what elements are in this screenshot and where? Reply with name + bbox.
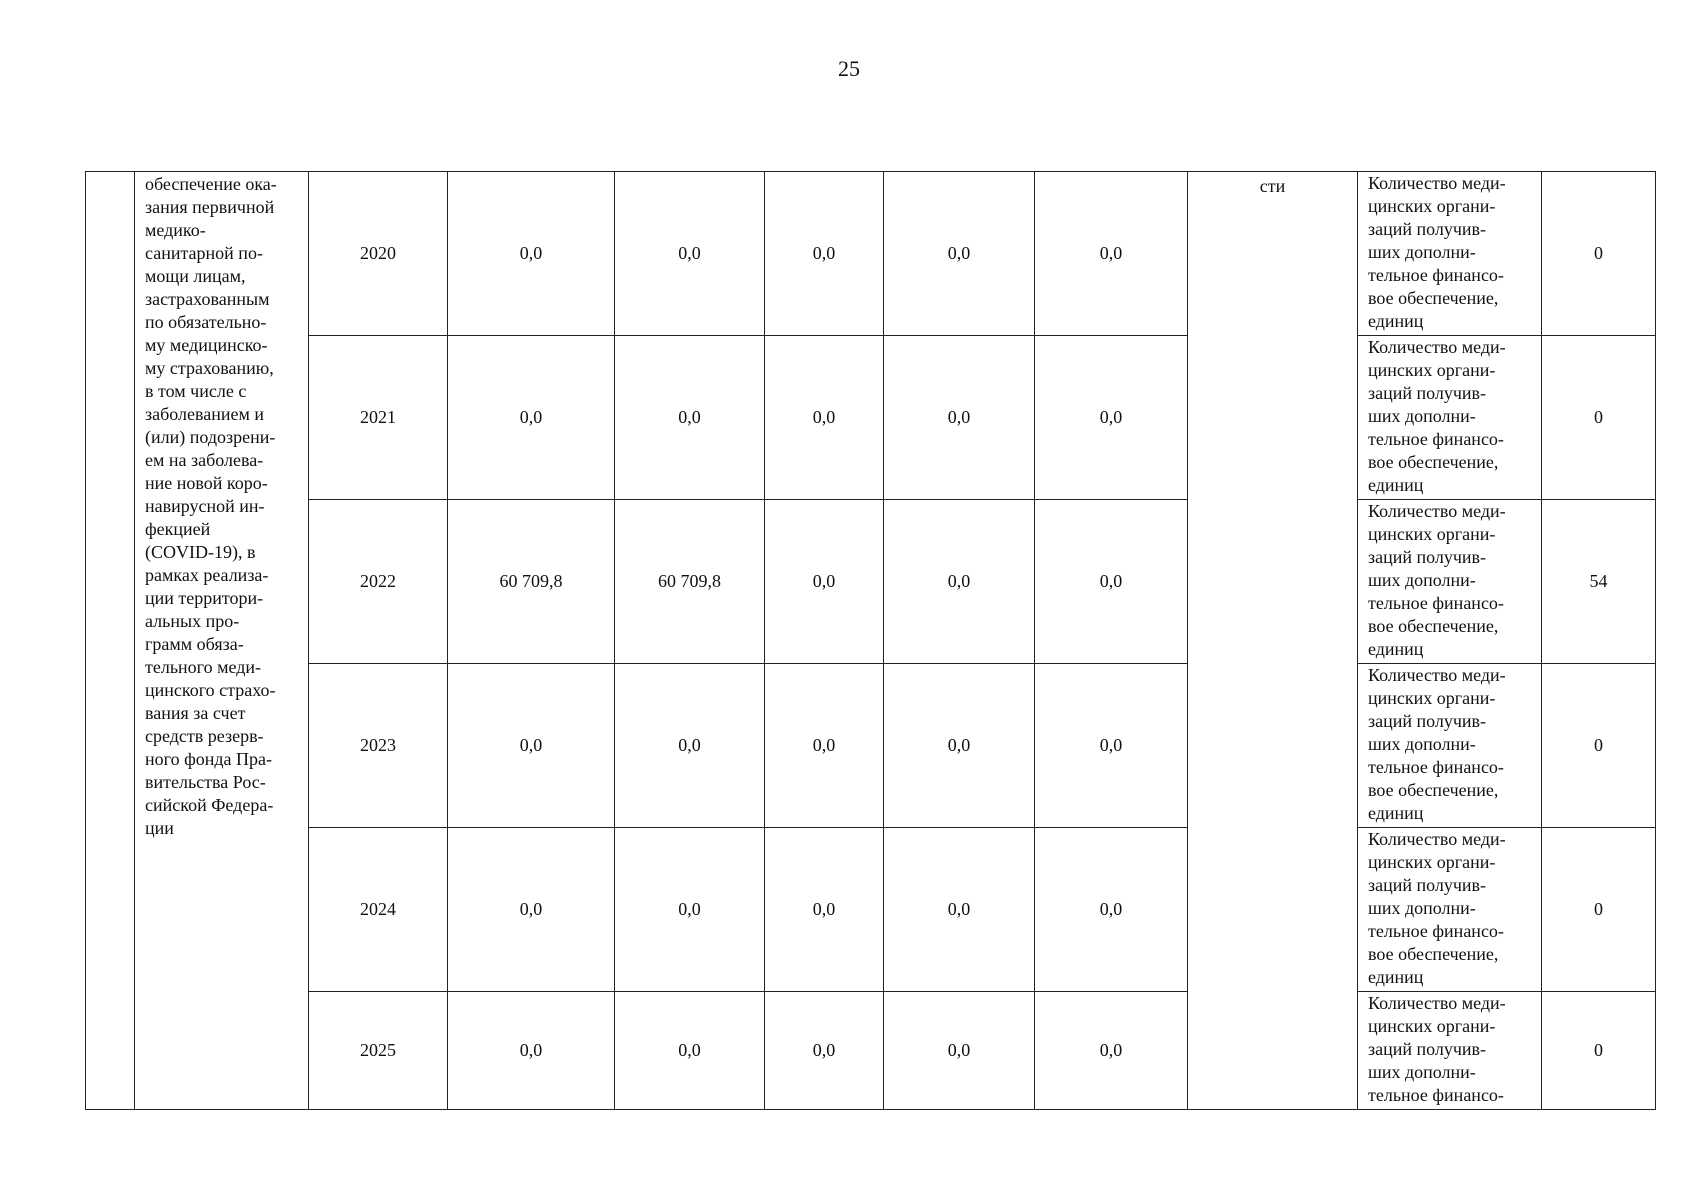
amount-cell: 0,0 xyxy=(765,500,884,664)
executor-cell xyxy=(1188,172,1358,1110)
amount-cell: 0,0 xyxy=(1035,172,1188,336)
indicator-cell xyxy=(1358,336,1542,500)
indicator-text: Количество меди- цинских органи- заций получив- ших дополни- тельное финансо- вое обеспечение, единиц xyxy=(1368,829,1506,987)
amount-cell: 0,0 xyxy=(884,992,1035,1110)
amount-cell: 0,0 xyxy=(1035,992,1188,1110)
year-cell: 2024 xyxy=(309,828,448,992)
amount-cell: 0,0 xyxy=(884,828,1035,992)
year-cell: 2025 xyxy=(309,992,448,1110)
table-row xyxy=(86,828,1656,992)
indicator-value-cell: 0 xyxy=(1542,828,1656,992)
year-cell: 2023 xyxy=(309,664,448,828)
indicator-value-cell: 0 xyxy=(1542,992,1656,1110)
amount-cell: 0,0 xyxy=(1035,664,1188,828)
indicator-cell xyxy=(1358,500,1542,664)
total-cell: 0,0 xyxy=(448,992,615,1110)
indicator-value-cell: 0 xyxy=(1542,172,1656,336)
year-cell: 2021 xyxy=(309,336,448,500)
amount-cell: 0,0 xyxy=(884,664,1035,828)
amount-cell: 0,0 xyxy=(615,336,765,500)
indicator-text: Количество меди- цинских органи- заций получив- ших дополни- тельное финансо- вое обеспечение, единиц xyxy=(1368,173,1506,331)
executor-text: сти xyxy=(1259,176,1286,196)
table-row xyxy=(86,992,1656,1110)
amount-cell: 0,0 xyxy=(765,828,884,992)
event-description: обеспечение ока- зания первичной медико- санитарной по- мощи лицам, застрахованным по обязательно- му медицинско- му страхованию, в том числе с заболеванием и (или) подозрени- ем на заболева- ние новой коро- навирусной ин- фекцией (COVID-19), в рамках реализа- ции территори- альных про- грамм обяза- тельного меди- цинского страхо- вания за счет средств резерв- ного фонда Пра- вительства Рос- сийской Федера- ции xyxy=(145,174,277,838)
amount-cell: 0,0 xyxy=(765,172,884,336)
table-row xyxy=(86,500,1656,664)
indicator-value-cell: 0 xyxy=(1542,664,1656,828)
indicator-text: Количество меди- цинских органи- заций получив- ших дополни- тельное финансо- вое обеспечение, единиц xyxy=(1368,337,1506,495)
amount-cell: 0,0 xyxy=(765,992,884,1110)
indicator-cell xyxy=(1358,992,1542,1110)
total-cell: 0,0 xyxy=(448,828,615,992)
table-row xyxy=(86,336,1656,500)
indicator-text: Количество меди- цинских органи- заций получив- ших дополни- тельное финансо- вое обеспечение, единиц xyxy=(1368,665,1506,823)
indicator-value-cell: 54 xyxy=(1542,500,1656,664)
amount-cell: 0,0 xyxy=(615,664,765,828)
amount-cell: 60 709,8 xyxy=(615,500,765,664)
indicator-cell xyxy=(1358,828,1542,992)
amount-cell: 0,0 xyxy=(1035,500,1188,664)
year-cell: 2022 xyxy=(309,500,448,664)
amount-cell: 0,0 xyxy=(884,336,1035,500)
amount-cell: 0,0 xyxy=(884,500,1035,664)
total-cell: 0,0 xyxy=(448,336,615,500)
indicator-value-cell: 0 xyxy=(1542,336,1656,500)
amount-cell: 0,0 xyxy=(884,172,1035,336)
total-cell: 0,0 xyxy=(448,172,615,336)
amount-cell: 0,0 xyxy=(1035,336,1188,500)
total-cell: 60 709,8 xyxy=(448,500,615,664)
page-number: 25 xyxy=(838,56,860,81)
indicator-cell xyxy=(1358,664,1542,828)
amount-cell: 0,0 xyxy=(615,172,765,336)
indicator-text: Количество меди- цинских органи- заций получив- ших дополни- тельное финансо- вое обеспечение, единиц xyxy=(1368,501,1506,659)
amount-cell: 0,0 xyxy=(765,664,884,828)
table-row xyxy=(86,172,1656,336)
amount-cell: 0,0 xyxy=(1035,828,1188,992)
year-cell: 2020 xyxy=(309,172,448,336)
table-row xyxy=(86,664,1656,828)
amount-cell: 0,0 xyxy=(765,336,884,500)
amount-cell: 0,0 xyxy=(615,828,765,992)
indicator-cell xyxy=(1358,172,1542,336)
event-description-cell xyxy=(135,172,309,1110)
budget-table xyxy=(85,171,1656,1110)
number-cell xyxy=(86,172,135,1110)
amount-cell: 0,0 xyxy=(615,992,765,1110)
total-cell: 0,0 xyxy=(448,664,615,828)
indicator-text: Количество меди- цинских органи- заций получив- ших дополни- тельное финансо- xyxy=(1368,993,1506,1105)
